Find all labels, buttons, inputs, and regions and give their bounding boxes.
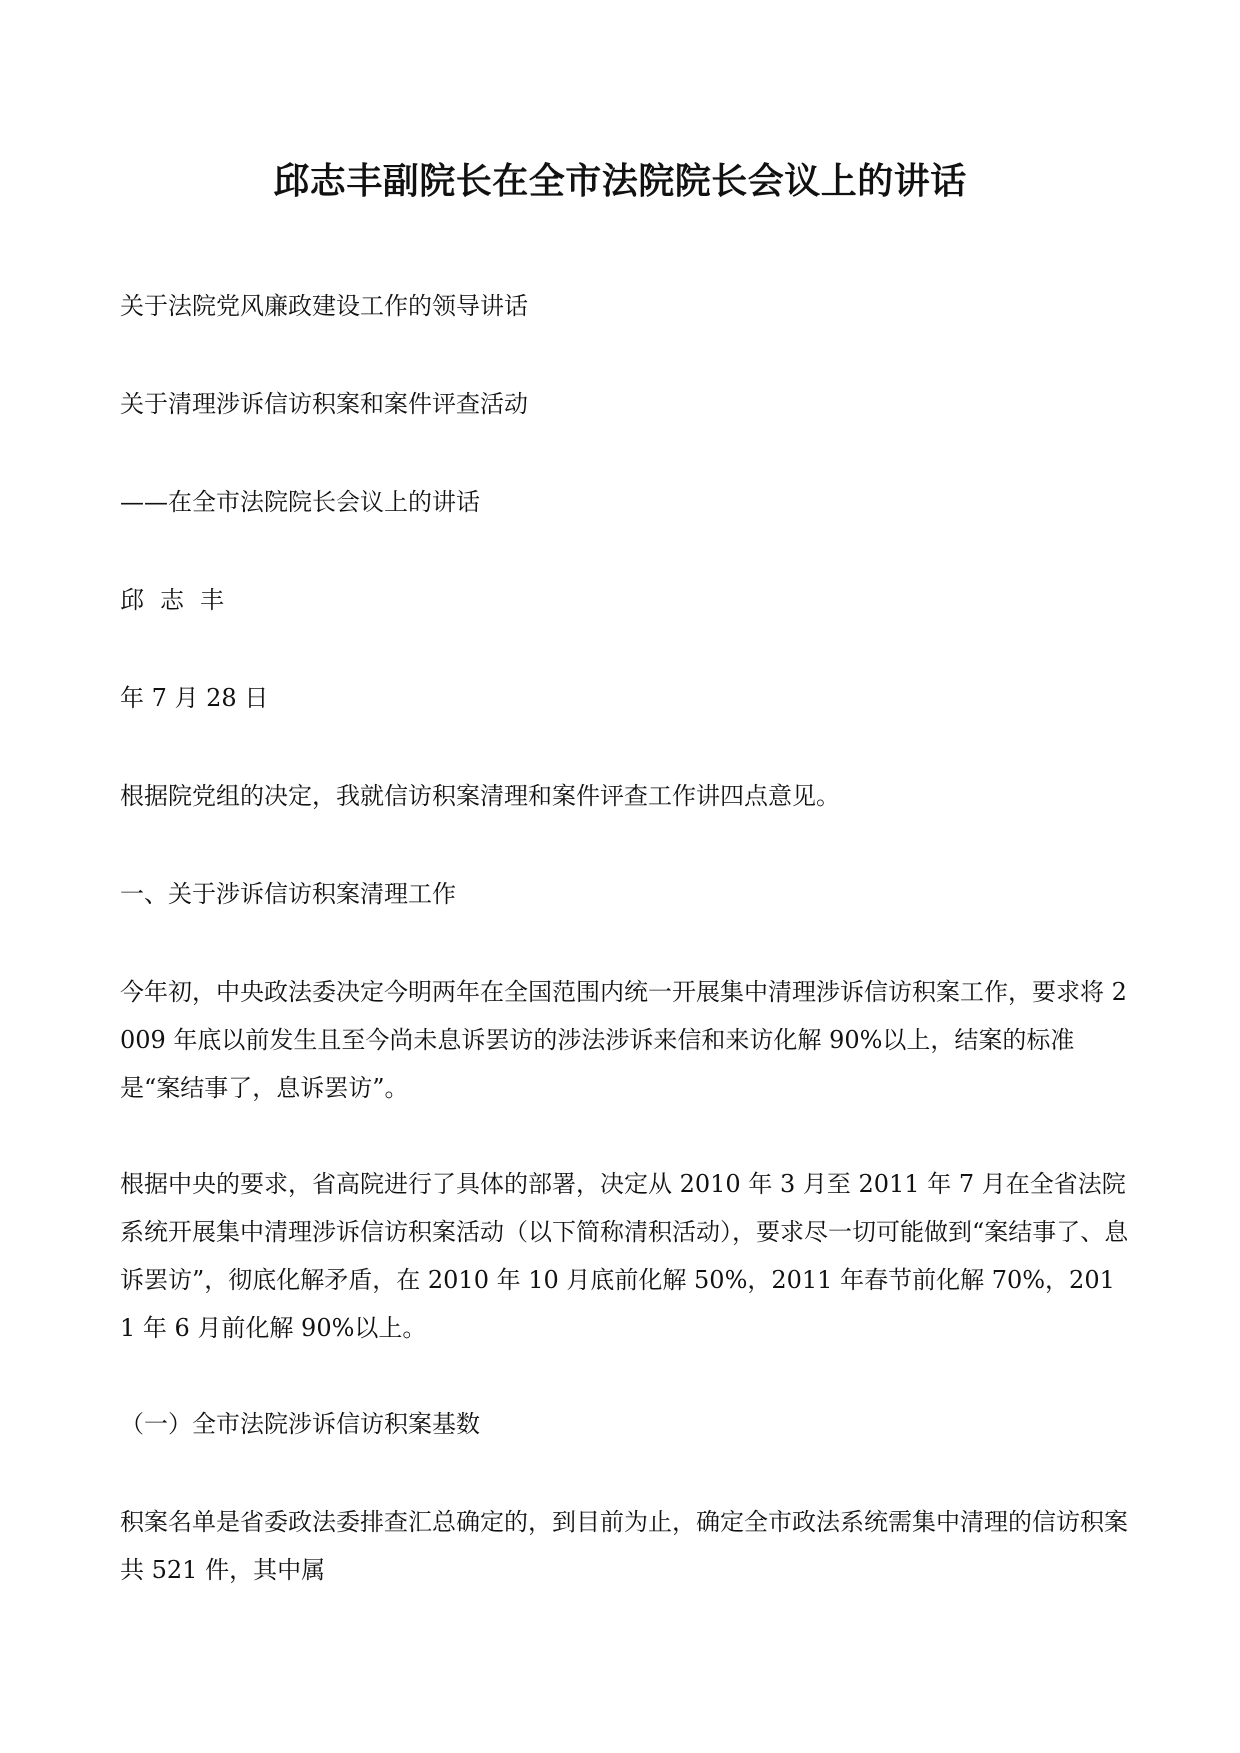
subtitle-2: 关于清理涉诉信访积案和案件评查活动 <box>120 390 528 418</box>
document-title: 邱志丰副院长在全市法院院长会议上的讲话 <box>273 160 967 202</box>
speech-date: 年 7 月 28 日 <box>120 684 269 712</box>
body-paragraph-3: 积案名单是省委政法委排查汇总确定的，到目前为止，确定全市政法系统需集中清理的信访积案共 521 件，其中属 <box>120 1508 1128 1584</box>
subsection-heading-1: （一）全市法院涉诉信访积案基数 <box>120 1410 480 1438</box>
section-heading-1: 一、关于涉诉信访积案清理工作 <box>120 880 456 908</box>
intro-paragraph: 根据院党组的决定，我就信访积案清理和案件评查工作讲四点意见。 <box>120 782 840 810</box>
body-paragraph-2: 根据中央的要求，省高院进行了具体的部署，决定从 2010 年 3 月至 2011 年 7 月在全省法院系统开展集中清理涉诉信访积案活动（以下简称清积活动），要求尽一切可能做到“案结事了、息诉罢访”，彻底化解矛盾，在 2010 年 10 月底前化解 50%，2011 年春节前化解 70%，2011 年 6 月前化解 90%以上。 <box>120 1170 1129 1342</box>
speech-occasion: ——在全市法院院长会议上的讲话 <box>120 488 480 516</box>
body-paragraph-1: 今年初，中央政法委决定今明两年在全国范围内统一开展集中清理涉诉信访积案工作，要求将 2009 年底以前发生且至今尚未息诉罢访的涉法涉诉来信和来访化解 90%以上，结案的标准是“案结事了，息诉罢访”。 <box>120 978 1127 1102</box>
subtitle-1: 关于法院党风廉政建设工作的领导讲话 <box>120 292 528 320</box>
speaker-name: 邱志丰 <box>120 586 240 614</box>
